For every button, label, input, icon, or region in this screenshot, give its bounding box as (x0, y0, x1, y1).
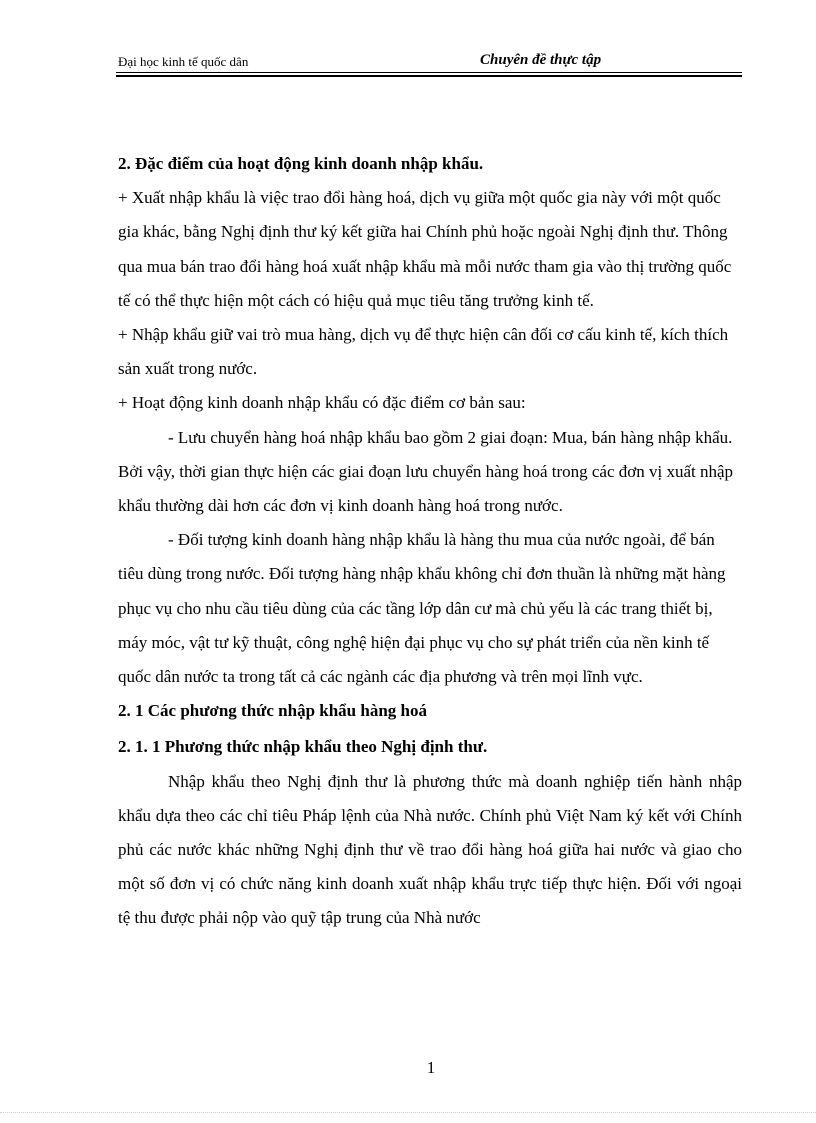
paragraph: Nhập khẩu theo Nghị định thư là phương thức mà doanh nghiệp tiến hành nhập khẩu dựa theo các chỉ tiêu Pháp lệnh của Nhà nước. Chính phủ Việt Nam ký kết với Chính phủ các nước khác những Nghị định thư về trao đổi hàng hoá giữa hai nước và giao cho một số đơn vị có chức năng kinh doanh xuất nhập khẩu trực tiếp thực hiện. Đối với ngoại tệ thu được phải nộp vào quỹ tập trung của Nhà nước (118, 771, 742, 928)
header-left-text: Đại học kinh tế quốc dân (118, 54, 249, 69)
paragraph: + Hoạt động kinh doanh nhập khẩu có đặc điểm cơ bản sau: (118, 393, 526, 413)
header-rule-thin (116, 72, 742, 73)
paragraph: - Đối tượng kinh doanh hàng nhập khẩu là hàng thu mua của nước ngoài, để bán tiêu dùng trong nước. Đối tượng hàng nhập khẩu không chỉ đơn thuần là những mặt hàng phục vụ cho nhu cầu tiêu dùng của các tầng lớp dân cư mà chủ yếu là các trang thiết bị, máy móc, vật tư kỹ thuật, công nghệ hiện đại phục vụ cho sự phát triển của nền kinh tế quốc dân nước ta trong tất cả các ngành các địa phương và trên mọi lĩnh vực. (118, 530, 726, 687)
header-rule-thick (116, 75, 742, 77)
header-right-title: Chuyên đề thực tập (480, 52, 602, 68)
page-bottom-border (0, 1112, 816, 1113)
page-number: 1 (426, 1058, 436, 1077)
subsection-heading: 2. 1 Các phương thức nhập khẩu hàng hoá (118, 701, 428, 721)
paragraph: + Xuất nhập khẩu là việc trao đổi hàng hoá, dịch vụ giữa một quốc gia này với một quốc gia khác, bằng Nghị định thư ký kết giữa hai Chính phủ hoặc ngoài Nghị định thư. Thông qua mua bán trao đổi hàng hoá xuất nhập khẩu mà mỗi nước tham gia vào thị trường quốc tế có thể thực hiện một cách có hiệu quả mục tiêu tăng trưởng kinh tế. (118, 188, 732, 310)
document-body (118, 147, 742, 936)
subsection-heading: 2. 1. 1 Phương thức nhập khẩu theo Nghị định thư. (118, 737, 488, 757)
paragraph: - Lưu chuyển hàng hoá nhập khẩu bao gồm 2 giai đoạn: Mua, bán hàng nhập khẩu. Bởi vậy, thời gian thực hiện các giai đoạn lưu chuyển hàng hoá trong các đơn vị xuất nhập khẩu thường dài hơn các đơn vị kinh doanh hàng hoá trong nước. (118, 427, 734, 516)
paragraph: + Nhập khẩu giữ vai trò mua hàng, dịch vụ để thực hiện cân đối cơ cấu kinh tế, kích thích sản xuất trong nước. (118, 325, 729, 379)
section-heading: 2. Đặc điểm của hoạt động kinh doanh nhập khẩu. (118, 154, 484, 173)
